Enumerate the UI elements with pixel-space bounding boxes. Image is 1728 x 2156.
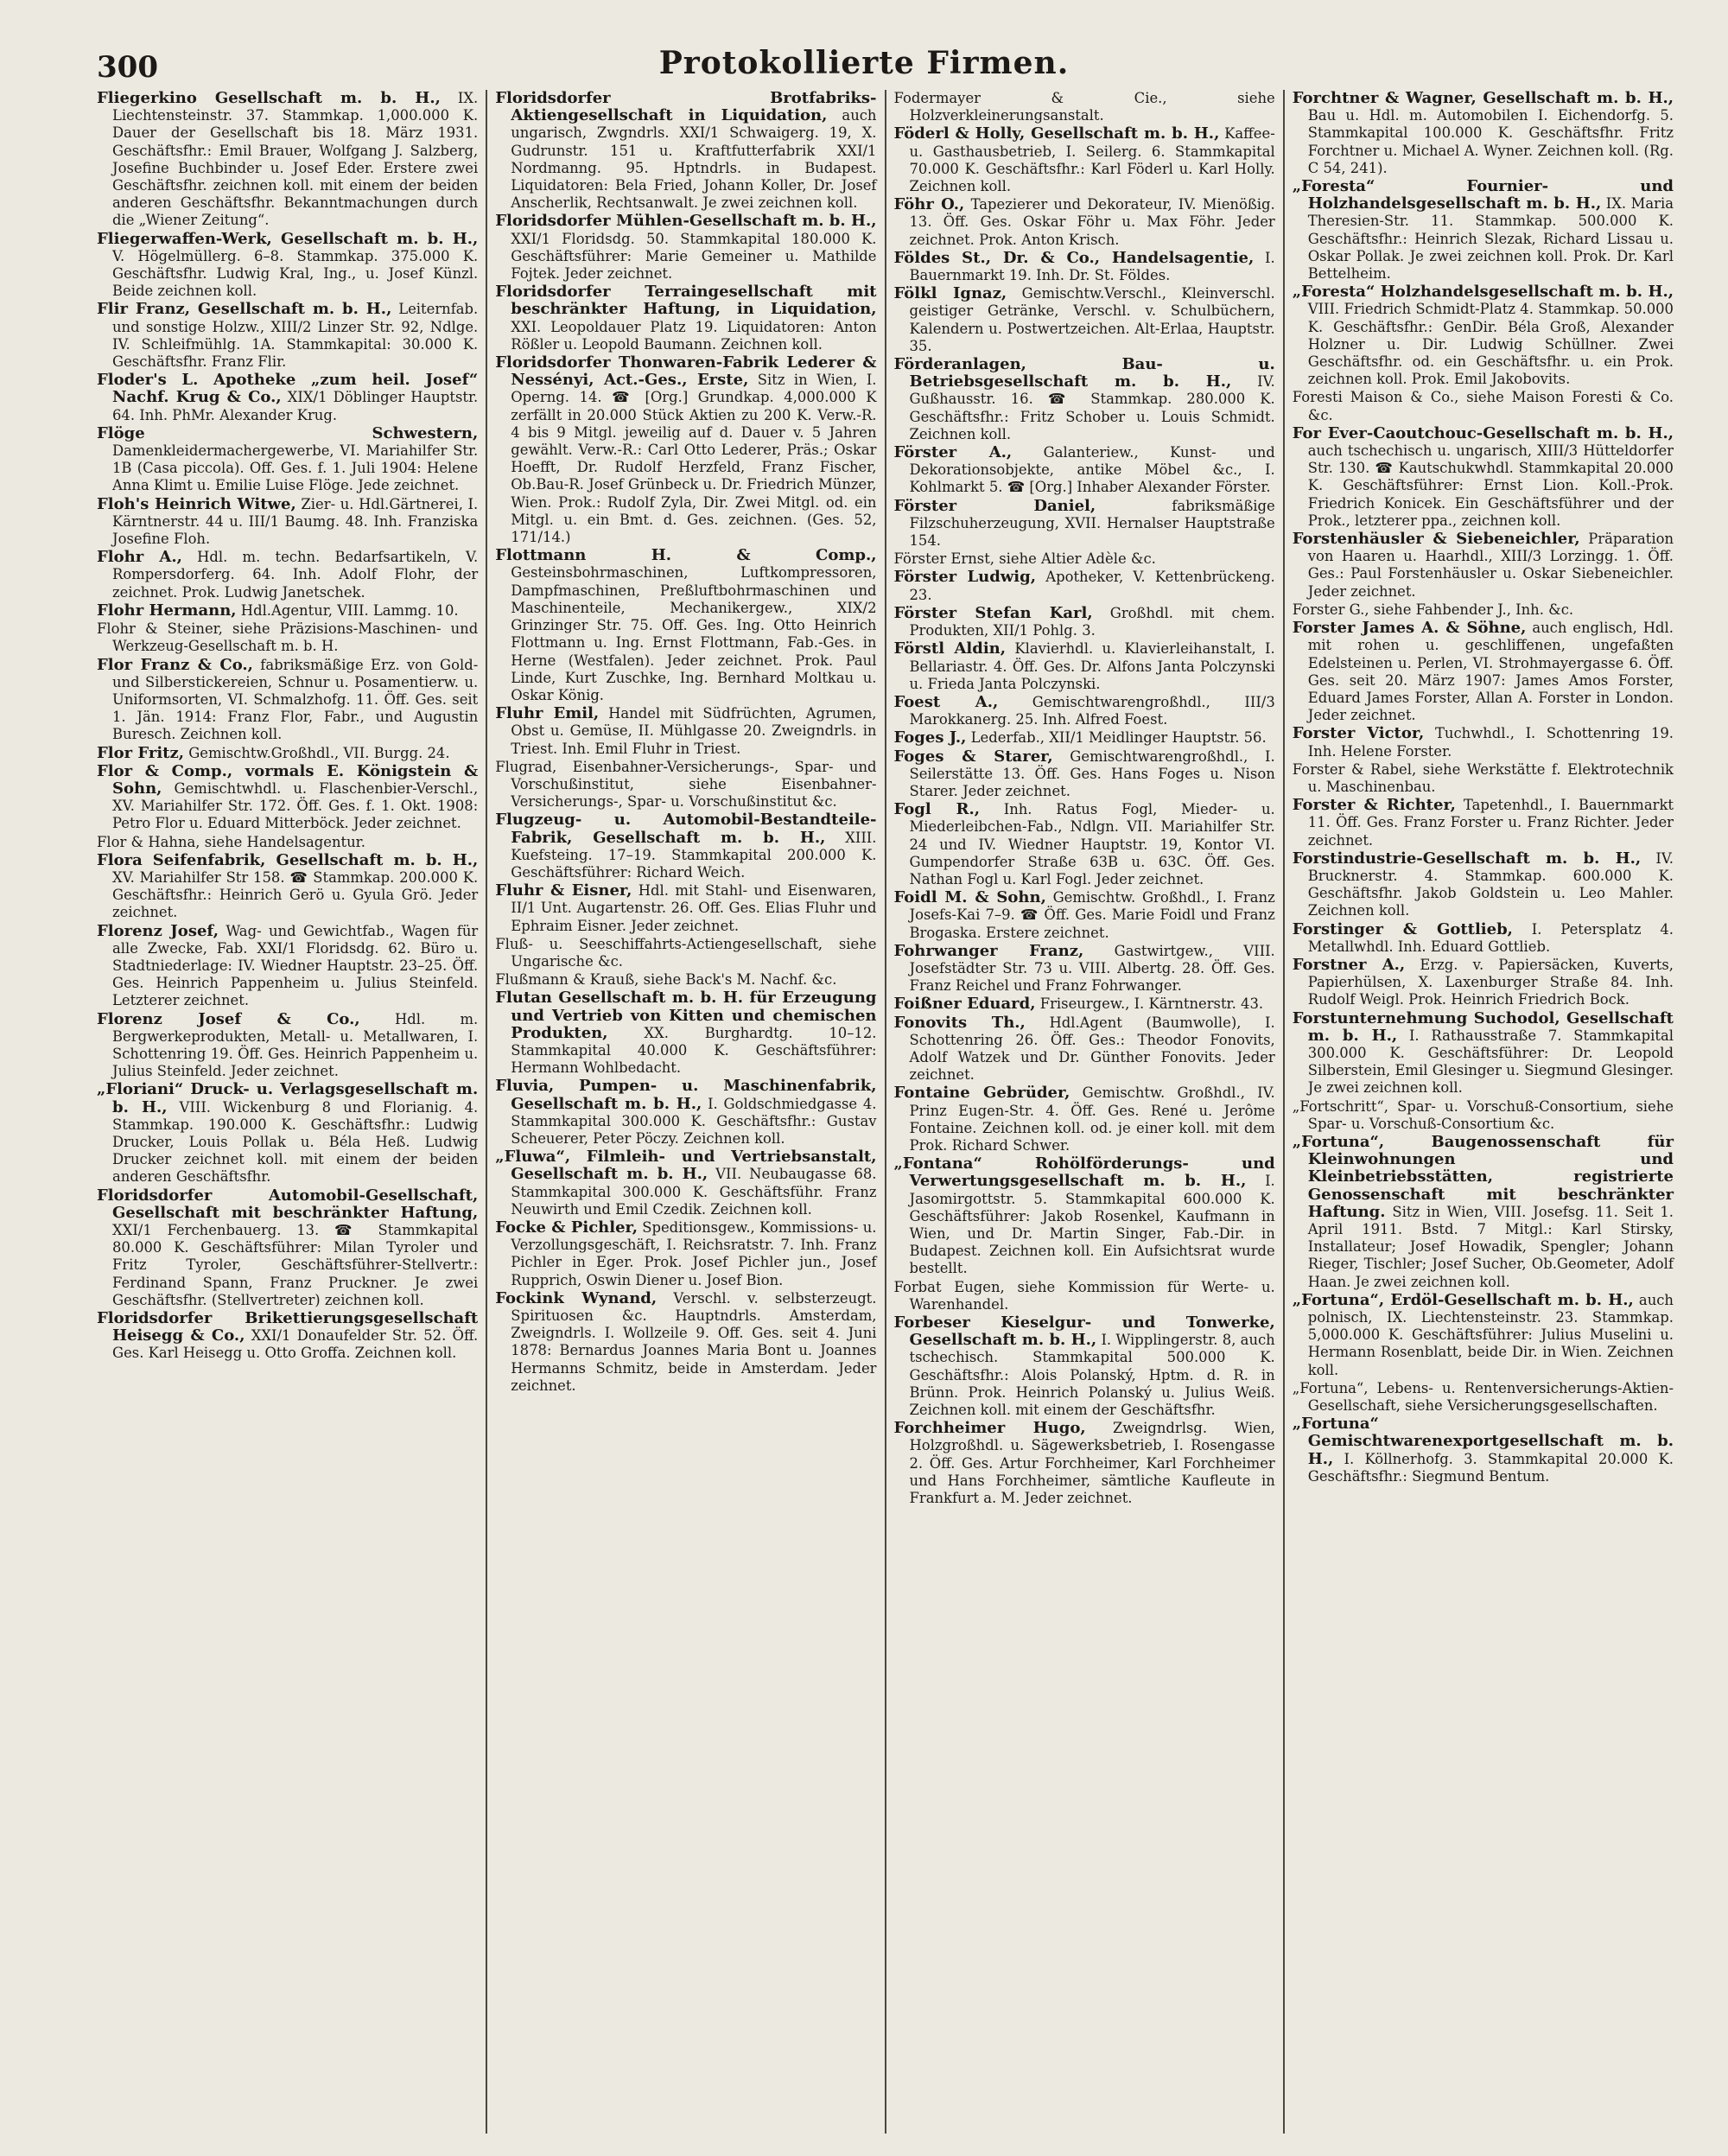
firm-details: Gemischtw. Großhdl., I. Franz Josefs-Kai 7–9. ☎ Öff. Ges. Marie Foidl und Franz Brogaska. Erstere zeichnet. — [909, 889, 1275, 941]
firm-details: Gemischtw. Großhdl., IV. Prinz Eugen-Str. 4. Öff. Ges. René u. Jerôme Fontaine. Zeichnen koll. od. je einer koll. mit dem Prok. Richard Schwer. — [909, 1084, 1275, 1154]
firm-details: Zier- u. Hdl.Gärtnerei, I. Kärntnerstr. 44 u. III/1 Baumg. 48. Inh. Franziska Josefine Floh. — [112, 495, 479, 548]
firm-details: VII. Neubaugasse 68. Stammkapital 300.000 K. Geschäftsführ. Franz Neuwirth und Emil Czedik. Zeichnen koll. — [511, 1166, 877, 1218]
directory-entry — [894, 1084, 1275, 1154]
firm-name: Fogl R., — [893, 800, 980, 819]
firm-name: Foißner Eduard, — [893, 995, 1036, 1014]
firm-name: „Floriani“ Druck- u. Verlagsgesellschaft m. b. H., — [97, 1080, 479, 1116]
directory-entry — [495, 882, 876, 935]
directory-entry — [97, 657, 478, 744]
firm-details: siehe Präzisions-Maschinen- und Werkzeug-Gesellschaft m. b. H. — [112, 620, 479, 655]
firm-name: Floridsdorfer Brikettierungsgesellschaft Heisegg & Co., — [97, 1309, 479, 1345]
directory-entry — [1293, 389, 1674, 423]
directory-entry — [495, 1290, 876, 1395]
firm-name: Floh's Heinrich Witwe, — [97, 494, 296, 513]
firm-details: Damenkleidermachergewerbe, VI. Mariahilfer Str. 1B (Casa piccola). Off. Ges. f. 1. Juli 1904: Helene Anna Klimt u. Emilie Luise Flöge. Jede zeichnet. — [112, 442, 479, 494]
firm-details: Tapetenhdl., I. Bauernmarkt 11. Öff. Ges. Franz Forster u. Franz Richter. Jeder zeichnet. — [1307, 797, 1674, 849]
firm-details: Kaffee- u. Gasthausbetrieb, I. Seilerg. 6. Stammkapital 70.000 K. Geschäftsfhr.: Karl Föderl u. Karl Holly. Zeichnen koll. — [909, 125, 1275, 195]
firm-details: Gemischtw.Großhdl., VII. Burgg. 24. — [188, 744, 450, 761]
firm-name: Forstinger & Gottlieb, — [1292, 919, 1513, 938]
firm-name: Förster Ernst, — [893, 550, 994, 568]
firm-name: Forstindustrie-Gesellschaft m. b. H., — [1292, 849, 1642, 868]
directory-entry — [97, 231, 478, 301]
firm-name: „Foresta“ Fournier- und Holzhandelsgesellschaft m. b. H., — [1292, 177, 1674, 213]
directory-entry — [894, 640, 1275, 693]
firm-name: Flor & Hahna, — [97, 833, 200, 850]
firm-details: Gemischtw.Verschl., Kleinverschl. geistiger Getränke, Verschl. v. Schulbüchern, Kalendern u. Postwertzeichen. Alt-Erlaa, Hauptstr. 35. — [909, 285, 1275, 354]
firm-details: siehe Maison Foresti & Co. &c. — [1307, 389, 1674, 423]
firm-name: Flor Franz & Co., — [97, 655, 253, 674]
firm-details: Klavierhdl. u. Klavierleihanstalt, I. Bellariastr. 4. Öff. Ges. Dr. Alfons Janta Polczynski u. Frieda Janta Polczynski. — [909, 640, 1275, 692]
directory-entry — [495, 283, 876, 353]
directory-entry — [894, 550, 1275, 568]
firm-details: Tuchwhdl., I. Schottenring 19. Inh. Helene Forster. — [1307, 725, 1674, 760]
firm-name: Foges & Starer, — [893, 747, 1053, 766]
firm-name: Földes St., Dr. & Co., Handelsagentie, — [893, 248, 1255, 267]
firm-details: Spar- u. Vorschuß-Consortium, siehe Spar- u. Vorschuß-Consortium &c. — [1307, 1097, 1674, 1132]
firm-name: Fonovits Th., — [893, 1013, 1026, 1032]
firm-details: Präparation von Haaren u. Haarhdl., XIII/3 Lorzingg. 1. Öff. Ges.: Paul Forstenhäusler u. Oskar Siebeneichler. Jeder zeichnet. — [1307, 531, 1674, 600]
directory-entry — [97, 923, 478, 1010]
firm-details: Erzg. v. Papiersäcken, Kuverts, Papierhülsen, X. Laxenburger Straße 84. Inh. Rudolf Weigl. Prok. Heinrich Friedrich Bock. — [1307, 956, 1674, 1008]
directory-entry — [1293, 283, 1674, 388]
firm-details: siehe Ungarische &c. — [511, 935, 877, 970]
directory-entry — [97, 549, 478, 601]
firm-details: Sitz in Wien, I. Operng. 14. ☎ [Org.] Grundkap. 4,000.000 K zerfällt in 20.000 Stück Aktien zu 200 K. Verw.-R. 4 bis 9 Mitgl. jeweilig auf d. Dauer v. 5 Jahren gewählt. Verw.-R.: Carl Otto Lederer, Präs.; Oskar Hoefft, Dr. Rudolf Herzfeld, Franz Fischer, Ob.Bau-R. Josef Grünbeck u. Dr. Friedrich Münzer, Wien. Prok.: Rudolf Zyla, Dir. Zwei Mitgl. od. ein Mitgl. u. ein Bmt. d. Ges. zeichnen. (Ges. 52, 171/14.) — [511, 372, 877, 546]
firm-name: Fodermayer & Cie., — [893, 90, 1167, 106]
firm-name: Foges J., — [893, 728, 967, 747]
firm-details: siehe Back's M. Nachf. &c. — [643, 971, 837, 989]
firm-name: Förstl Aldin, — [893, 639, 1007, 658]
directory-entry — [894, 444, 1275, 497]
firm-details: Leiternfab. und sonstige Holzw., XIII/2 Linzer Str. 92, Ndlge. IV. Schleifmühlg. 1A. Stammkapital: 30.000 K. Geschäftsfhr. Franz Flir. — [112, 301, 479, 371]
directory-entry — [894, 748, 1275, 801]
directory-entry — [97, 602, 478, 620]
firm-name: Flora Seifenfabrik, Gesellschaft m. b. H., — [97, 850, 479, 869]
directory-entry — [495, 1148, 876, 1218]
firm-details: XXI/1 Floridsdg. 50. Stammkapital 180.000 K. Geschäftsführer: Marie Gemeiner u. Mathilde Fojtek. Jeder zeichnet. — [511, 230, 877, 283]
firm-name: Flugzeug- u. Automobil-Bestandteile-Fabrik, Gesellschaft m. b. H., — [495, 811, 877, 847]
firm-name: Forbeser Kieselgur- und Tonwerke, Gesellschaft m. b. H., — [893, 1313, 1275, 1350]
firm-details: Friseurgew., I. Kärntnerstr. 43. — [1039, 995, 1264, 1013]
directory-entry — [894, 995, 1275, 1013]
directory-entry — [1293, 725, 1674, 760]
directory-entry — [894, 605, 1275, 639]
firm-details: VIII. Friedrich Schmidt-Platz 4. Stammkap. 50.000 K. Geschäftsfhr.: GenDir. Béla Groß, Alexander Holzner u. Dir. Ludwig Schüllner. Zwei Geschäftsfhr. od. ein Geschäftsfhr. u. ein Prok. zeichnen koll. Prok. Emil Jakobovits. — [1307, 301, 1674, 388]
column-3 — [885, 90, 1283, 2134]
firm-name: Flutan Gesellschaft m. b. H. für Erzeugung und Vertrieb von Kitten und chemischen Produkten, — [495, 989, 877, 1042]
directory-entry — [894, 729, 1275, 747]
directory-entry — [1293, 921, 1674, 956]
firm-name: Förster Stefan Karl, — [893, 603, 1093, 622]
firm-name: Forchtner & Wagner, Gesellschaft m. b. H., — [1292, 90, 1674, 107]
firm-details: Galanteriew., Kunst- und Dekorationsobjekte, antike Möbel &c., I. Kohlmarkt 5. ☎ [Org.] Inhaber Alexander Förster. — [909, 444, 1275, 496]
directory-entry — [97, 1187, 478, 1309]
firm-details: IV. Brucknerstr. 4. Stammkap. 600.000 K. Geschäftsfhr. Jakob Goldstein u. Leo Mahler. Zeichnen koll. — [1307, 849, 1674, 919]
firm-name: Fliegerwaffen-Werk, Gesellschaft m. b. H., — [97, 229, 479, 248]
directory-entry — [1293, 425, 1674, 530]
directory-entry — [1293, 90, 1674, 177]
directory-entry — [495, 705, 876, 758]
firm-details: Apotheker, V. Kettenbrückeng. 23. — [909, 569, 1275, 603]
firm-name: Forstenhäusler & Siebeneichler, — [1292, 530, 1580, 549]
directory-entry — [1293, 601, 1674, 619]
directory-entry — [1293, 850, 1674, 920]
firm-details: Eisenbahner-Versicherungs-, Spar- und Vorschußinstitut, siehe Eisenbahner-Versicherungs-, Spar- u. Vorschußinstitut &c. — [511, 758, 877, 811]
firm-details: siehe Handelsagentur. — [204, 833, 365, 850]
directory-entry — [495, 90, 876, 212]
firm-details: I. Jasomirgottstr. 5. Stammkapital 600.000 K. Geschäftsführer: Jakob Rosenkel, Kaufmann in Wien, und Dr. Martin Singer, Fab.-Dir. in Budapest. Zeichnen koll. Ein Aufsichtsrat wurde bestellt. — [909, 1173, 1275, 1277]
firm-details: I. Wipplingerstr. 8, auch tschechisch. Stammkapital 500.000 K. Geschäftsfhr.: Alois Polanský, Hptm. d. R. in Brünn. Prok. Heinrich Polanský u. Julius Weiß. Zeichnen koll. mit einem der Geschäftsfhr. — [909, 1332, 1275, 1419]
directory-entry — [97, 834, 478, 851]
directory-entry — [894, 1155, 1275, 1277]
directory-entry — [97, 745, 478, 762]
firm-name: Forbat Eugen, — [893, 1278, 1005, 1295]
firm-name: Fluhr & Eisner, — [495, 881, 632, 900]
directory-entry — [1293, 1010, 1674, 1097]
running-head: Protokollierte Firmen. — [658, 45, 1070, 81]
directory-entry — [894, 498, 1275, 550]
firm-name: „Fortuna“, Erdöl-Gesellschaft m. b. H., — [1292, 1290, 1634, 1309]
firm-name: Floder's L. Apotheke „zum heil. Josef“ Nachf. Krug & Co., — [97, 371, 479, 407]
firm-details: fabriksmäßige Filzschuherzeugung, XVII. Hernalser Hauptstraße 154. — [909, 497, 1275, 550]
firm-name: Foidl M. & Sohn, — [893, 888, 1046, 907]
directory-entry — [1293, 1292, 1674, 1379]
firm-name: „Foresta“ Holzhandelsgesellschaft m. b. H., — [1292, 283, 1674, 302]
firm-name: Floridsdorfer Mühlen-Gesellschaft m. b. H., — [495, 212, 877, 231]
directory-entry — [97, 496, 478, 549]
firm-details: VIII. Wickenburg 8 und Florianig. 4. Stammkap. 190.000 K. Geschäftsfhr.: Ludwig Drucker, Louis Pollak u. Béla Heß. Ludwig Drucker zeichnet koll. mit einem der beiden anderen Geschäftsfhr. — [112, 1098, 479, 1186]
directory-entry — [1293, 1098, 1674, 1133]
firm-details: IX. Maria Theresien-Str. 11. Stammkap. 500.000 K. Geschäftsfhr.: Heinrich Slezak, Richard Lissau u. Oskar Pollak. Je zwei zeichnen koll. Prok. Dr. Karl Bettelheim. — [1307, 195, 1674, 283]
directory-entry — [97, 425, 478, 495]
firm-name: Förster A., — [893, 443, 1013, 462]
firm-details: XXI/1 Ferchenbauerg. 13. ☎ Stammkapital 80.000 K. Geschäftsführer: Milan Tyroler und Fritz Tyroler, Geschäftsführer-Stellvertr.: Ferdinand Spann, Franz Pruckner. Je zwei Geschäftsfhr. (Stellvertreter) zeichnen koll. — [112, 1222, 479, 1308]
directory-entry — [894, 250, 1275, 284]
firm-name: Forster Victor, — [1292, 724, 1425, 743]
firm-details: Hdl. m. techn. Bedarfsartikeln, V. Rompersdorferg. 64. Inh. Adolf Flohr, der zeichnet. Prok. Ludwig Janetschek. — [112, 549, 479, 601]
directory-entry — [97, 620, 478, 655]
directory-entry — [894, 356, 1275, 443]
firm-details: XIX/1 Döblinger Hauptstr. 64. Inh. PhMr. Alexander Krug. — [112, 389, 479, 423]
firm-name: Förster Daniel, — [893, 496, 1096, 515]
firm-details: Gastwirtgew., VIII. Josefstädter Str. 73 u. VIII. Albertg. 28. Öff. Ges. Franz Reichel und Franz Fohrwanger. — [909, 942, 1275, 995]
firm-details: siehe Werkstätte f. Elektrotechnik u. Maschinenbau. — [1307, 760, 1674, 795]
firm-name: Forstner A., — [1292, 955, 1406, 974]
firm-name: Fluvia, Pumpen- u. Maschinenfabrik, Gesellschaft m. b. H., — [495, 1077, 877, 1113]
directory-entry — [495, 547, 876, 704]
firm-details: XV. Mariahilfer Str 158. ☎ Stammkap. 200.000 K. Geschäftsfhr.: Heinrich Gerö u. Gyula Grö. Jeder zeichnet. — [112, 868, 479, 921]
firm-details: I. Köllnerhofg. 3. Stammkapital 20.000 K. Geschäftsfhr.: Siegmund Bentum. — [1307, 1450, 1674, 1485]
firm-details: Gemischtwarengroßhdl., III/3 Marokkanerg. 25. Inh. Alfred Foest. — [909, 693, 1275, 728]
firm-details: siehe Kommission für Werte- u. Warenhandel. — [909, 1278, 1275, 1313]
firm-name: Fliegerkino Gesellschaft m. b. H., — [97, 90, 441, 107]
directory-entry — [495, 1219, 876, 1289]
firm-details: XX. Burghardtg. 10–12. Stammkapital 40.000 K. Geschäftsführer: Hermann Wohlbedacht. — [511, 1024, 877, 1077]
firm-details: siehe Holzverkleinerungsanstalt. — [909, 90, 1275, 124]
directory-entry — [97, 1310, 478, 1363]
directory-entry — [1293, 797, 1674, 849]
firm-name: Forster & Richter, — [1292, 796, 1456, 815]
directory-entry — [894, 1014, 1275, 1084]
firm-details: Sitz in Wien, VIII. Josefsg. 11. Seit 1. April 1911. Bstd. 7 Mitgl.: Karl Stirsky, Installateur; Josef Howadik, Spengler; Johann Rieger, Tischler; Josef Sucher, Ob.Geometer, Adolf Haan. Je zwei zeichnen koll. — [1307, 1203, 1674, 1290]
firm-details: XXI. Leopoldauer Platz 19. Liquidatoren: Anton Rößler u. Leopold Baumann. Zeichnen koll. — [511, 318, 877, 353]
firm-name: „Fortuna“ Gemischtwarenexportgesellschaft m. b. H., — [1292, 1415, 1674, 1468]
firm-name: Fluhr Emil, — [495, 704, 600, 723]
directory-entry — [1293, 1134, 1674, 1291]
directory-entry — [97, 301, 478, 371]
firm-name: Föhr O., — [893, 195, 965, 214]
firm-name: „Fortschritt“, — [1292, 1097, 1388, 1115]
firm-details: XIII. Kuefsteing. 17–19. Stammkapital 200.000 K. Geschäftsführer: Richard Weich. — [511, 829, 877, 881]
column-2 — [486, 90, 884, 2134]
firm-name: Floridsdorfer Thonwaren-Fabrik Lederer & Nessényi, Act.-Ges., Erste, — [495, 353, 877, 390]
firm-details: auch polnisch, IX. Liechtensteinstr. 23. Stammkap. 5,000.000 K. Geschäftsführer: Julius Muselini u. Hermann Rosenblatt, beide Dir. in Wien. Zeichnen koll. — [1307, 1291, 1674, 1378]
directory-entry — [894, 1279, 1275, 1313]
firm-name: Florenz Josef, — [97, 921, 219, 940]
firm-details: IX. Liechtensteinstr. 37. Stammkap. 1,000.000 K. Dauer der Gesellschaft bis 18. März 1931. Geschäftsfhr.: Emil Brauer, Wolfgang J. Salzberg, Josefine Buchbinder u. Josef Eder. Erstere zwei Geschäftsfhr. zeichnen koll. mit einem der beiden anderen Geschäftsfhr. Bekanntmachungen durch die „Wiener Zeitung“. — [112, 90, 479, 229]
firm-name: Forster G., — [1292, 601, 1369, 618]
firm-name: Flohr A., — [97, 548, 182, 567]
directory-entry — [495, 989, 876, 1077]
firm-name: „Fontana“ Rohölförderungs- und Verwertungsgesellschaft m. b. H., — [893, 1154, 1275, 1191]
directory-entry — [495, 811, 876, 881]
directory-entry — [97, 1011, 478, 1081]
directory-entry — [495, 759, 876, 811]
firm-name: Flir Franz, Gesellschaft m. b. H., — [97, 300, 392, 319]
directory-entry — [894, 694, 1275, 728]
firm-name: Flußmann & Krauß, — [495, 971, 639, 989]
firm-details: siehe Fahbender J., Inh. &c. — [1373, 601, 1574, 618]
firm-details: XXI/1 Donaufelder Str. 52. Öff. Ges. Karl Heisegg u. Otto Groffa. Zeichnen koll. — [112, 1327, 479, 1362]
directory-entry — [894, 90, 1275, 124]
directory-entry — [1293, 531, 1674, 601]
firm-details: fabriksmäßige Erz. von Gold- und Silberstickereien, Schnur u. Posamentierw. u. Uniformsorten, VI. Schmalzhofg. 11. Öff. Ges. seit 1. Jän. 1914: Franz Flor, Fabr., und Augustin Buresch. Zeichnen koll. — [112, 656, 479, 743]
directory-entry — [894, 889, 1275, 942]
firm-details: I. Goldschmiedgasse 4. Stammkapital 300.000 K. Geschäftsfhr.: Gustav Scheuerer, Peter Pöczy. Zeichnen koll. — [511, 1095, 877, 1147]
firm-details: Tapezierer und Dekorateur, IV. Mienößig. 13. Öff. Ges. Oskar Föhr u. Max Föhr. Jeder zeichnet. Prok. Anton Krisch. — [909, 196, 1275, 248]
firm-name: Flugrad, — [495, 758, 557, 775]
firm-name: Fockink Wynand, — [495, 1288, 658, 1307]
directory-entry — [1293, 178, 1674, 283]
firm-details: Großhdl. mit chem. Produkten, XII/1 Pohlg. 3. — [909, 604, 1275, 639]
directory-entry — [894, 943, 1275, 995]
firm-details: auch englisch, Hdl. mit rohen u. geschliffenen, ungefaßten Edelsteinen u. Perlen, VI. Strohmayergasse 6. Öff. Ges. seit 20. März 1907: James Amos Forster, Eduard James Forster, Allan A. Forster in London. Jeder zeichnet. — [1307, 620, 1674, 724]
directory-entry — [1293, 1380, 1674, 1415]
firm-details: Bau u. Hdl. m. Automobilen I. Eichendorfg. 5. Stammkapital 100.000 K. Geschäftsfhr. Fritz Forchtner u. Michael A. Wyner. Zeichnen koll. (Rg. C 54, 241). — [1307, 107, 1674, 176]
firm-details: Gemischtwarengroßhdl., I. Seilerstätte 13. Öff. Ges. Hans Foges u. Nison Starer. Jeder zeichnet. — [909, 747, 1275, 799]
firm-details: I. Bauernmarkt 19. Inh. Dr. St. Földes. — [909, 249, 1275, 284]
firm-details: I. Rathausstraße 7. Stammkapital 300.000 K. Geschäftsführer: Dr. Leopold Silberstein, Emil Glesinger u. Siegmund Glesinger. Je zwei zeichnen koll. — [1307, 1027, 1674, 1097]
directory-entry — [1293, 761, 1674, 796]
page-number: 300 — [97, 50, 158, 85]
directory-entry — [97, 372, 478, 424]
directory-entry — [495, 1078, 876, 1148]
directory-entry — [495, 971, 876, 989]
column-4 — [1283, 90, 1681, 2134]
firm-details: V. Högelmüllerg. 6–8. Stammkap. 375.000 K. Geschäftsfhr. Ludwig Kral, Ing., u. Josef Künzl. Beide zeichnen koll. — [112, 247, 479, 300]
directory-entry — [894, 285, 1275, 355]
firm-name: For Ever-Caoutchouc-Gesellschaft m. b. H., — [1292, 423, 1674, 442]
directory-entry — [495, 936, 876, 970]
firm-name: „Fortuna“, Lebens- u. Rentenversicherungs-Aktien-Gesellschaft, — [1292, 1379, 1674, 1415]
firm-details: Verschl. v. selbsterzeugt. Spirituosen &c. Hauptndrls. Amsterdam, Zweigndrls. I. Wollzeile 9. Off. Ges. seit 4. Juni 1878: Bernardus Joannes Maria Bont u. Joannes Hermanns Schmitz, beide in Amsterdam. Jeder zeichnet. — [511, 1289, 877, 1394]
firm-name: Forchheimer Hugo, — [893, 1419, 1086, 1438]
firm-name: Flottmann H. & Comp., — [495, 546, 877, 565]
columns — [97, 90, 1681, 2134]
firm-details: Wag- und Gewichtfab., Wagen für alle Zwecke, Fab. XXI/1 Floridsdg. 62. Büro u. Stadtniederlage: IV. Wiedner Hauptstr. 23–25. Öff. Ges. Heinrich Pappenheim u. Julius Steinfeld. Letzterer zeichnet. — [112, 922, 479, 1009]
firm-name: Fohrwanger Franz, — [893, 941, 1084, 960]
firm-name: Fluß- u. Seeschiffahrts-Actiengesellschaft, — [495, 935, 823, 952]
directory-entry — [97, 763, 478, 833]
firm-name: Floridsdorfer Terraingesellschaft mit beschränkter Haftung, in Liquidation, — [495, 283, 877, 319]
firm-details: Hdl. m. Bergwerkeprodukten, Metall- u. Metallwaren, I. Schottenring 19. Öff. Ges. Heinrich Pappenheim u. Julius Steinfeld. Jeder zeichnet. — [112, 1010, 479, 1080]
directory-entry — [97, 1081, 478, 1186]
firm-name: Foest A., — [893, 692, 999, 711]
directory-entry — [495, 354, 876, 546]
firm-name: Foresti Maison & Co., — [1292, 389, 1459, 406]
firm-details: Lederfab., XII/1 Meidlinger Hauptstr. 56. — [970, 729, 1267, 747]
firm-details: siehe Altier Adèle &c. — [999, 550, 1156, 568]
firm-name: „Fluwa“, Filmleih- und Vertriebsanstalt, Gesellschaft m. b. H., — [495, 1148, 877, 1184]
directory-entry — [1293, 1415, 1674, 1485]
directory-entry — [1293, 957, 1674, 1009]
firm-name: Focke & Pichler, — [495, 1218, 638, 1237]
firm-name: Forster & Rabel, — [1292, 760, 1417, 778]
directory-entry — [495, 213, 876, 283]
firm-name: „Fortuna“, Baugenossenschaft für Kleinwohnungen und Kleinbetriebsstätten, registrierte Genossenschaft mit beschränkter Haftung. — [1292, 1132, 1674, 1221]
firm-name: Floridsdorfer Automobil-Gesellschaft, Gesellschaft mit beschränkter Haftung, — [97, 1186, 479, 1222]
firm-name: Flohr & Steiner, — [97, 620, 223, 638]
firm-details: IV. Gußhausstr. 16. ☎ Stammkap. 280.000 K. Geschäftsfhr.: Fritz Schober u. Louis Schmidt. Zeichnen koll. — [909, 373, 1275, 442]
column-1 — [97, 90, 486, 2134]
firm-name: Florenz Josef & Co., — [97, 1009, 360, 1028]
firm-details: Hdl.Agent (Baumwolle), I. Schottenring 26. Öff. Ges.: Theodor Fonovits, Adolf Watzek und Dr. Günther Fonovits. Jeder zeichnet. — [909, 1014, 1275, 1084]
firm-details: Zweigndrlsg. Wien, Holzgroßhdl. u. Sägewerksbetrieb, I. Rosengasse 2. Öff. Ges. Artur Forchheimer, Karl Forchheimer und Hans Forchheimer, sämtliche Kaufleute in Frankfurt a. M. Jeder zeichnet. — [909, 1420, 1275, 1507]
firm-name: Förderanlagen, Bau- u. Betriebsgesellschaft m. b. H., — [893, 355, 1275, 391]
firm-details: Gemischtwhdl. u. Flaschenbier-Verschl., XV. Mariahilfer Str. 172. Öff. Ges. f. 1. Okt. 1908: Petro Flor u. Eduard Mitterböck. Jeder zeichnet. — [112, 779, 479, 832]
directory-entry — [894, 1420, 1275, 1507]
directory-entry — [894, 569, 1275, 603]
firm-name: Fontaine Gebrüder, — [893, 1084, 1070, 1103]
firm-details: Hdl.Agentur, VIII. Lammg. 10. — [240, 601, 459, 619]
firm-details: Gesteinsbohrmaschinen, Luftkompressoren, Dampfmaschinen, Preßluftbohrmaschinen und Maschinenteile, Mechanikergew., XIX/2 Grinzinger Str. 75. Off. Ges. Ing. Otto Heinrich Flottmann u. Ing. Ernst Flottmann, Fab.-Ges. in Herne (Westfalen). Jeder zeichnet. Prok. Paul Linde, Kurt Zuschke, Ing. Bernhard Moltkau u. Oskar König. — [511, 564, 877, 703]
firm-details: auch ungarisch, Zwgndrls. XXI/1 Schwaigerg. 19, X. Gudrunstr. 151 u. Kraftfutterfabrik XXI/1 Nordmanng. 95. Hptndrls. in Budapest. Liquidatoren: Bela Fried, Johann Koller, Dr. Josef Anscherlik, Rechtsanwalt. Je zwei zeichnen koll. — [511, 107, 877, 212]
directory-entry — [1293, 620, 1674, 724]
firm-name: Forstunternehmung Suchodol, Gesellschaft m. b. H., — [1292, 1008, 1674, 1045]
firm-details: Handel mit Südfrüchten, Agrumen, Obst u. Gemüse, II. Mühlgasse 20. Zweigndrls. in Triest. Inh. Emil Fluhr in Triest. — [511, 705, 877, 757]
firm-name: Fölkl Ignaz, — [893, 284, 1007, 303]
directory-entry — [894, 1314, 1275, 1419]
directory-entry — [97, 852, 478, 922]
firm-details: Hdl. mit Stahl- und Eisenwaren, II/1 Unt. Augartenstr. 26. Off. Ges. Elias Fluhr und Ephraim Eisner. Jeder zeichnet. — [511, 882, 877, 934]
firm-name: Flöge Schwestern, — [97, 423, 479, 442]
firm-name: Föderl & Holly, Gesellschaft m. b. H., — [893, 124, 1220, 143]
directory-entry — [894, 196, 1275, 249]
directory-entry — [894, 801, 1275, 888]
firm-name: Förster Ludwig, — [893, 568, 1036, 587]
firm-details: siehe Versicherungsgesellschaften. — [1405, 1397, 1658, 1415]
firm-name: Forster James A. & Söhne, — [1292, 619, 1527, 638]
directory-entry — [894, 125, 1275, 195]
firm-details: I. Petersplatz 4. Metallwhdl. Inh. Eduard Gottlieb. — [1307, 920, 1674, 955]
firm-details: Inh. Ratus Fogl, Mieder- u. Miederleibchen-Fab., Ndlgn. VII. Mariahilfer Str. 24 und IV. Wiedner Hauptstr. 19, Kontor VI. Gumpendorfer Straße 63B u. 63C. Öff. Ges. Nathan Fogl u. Karl Fogl. Jeder zeichnet. — [909, 801, 1275, 887]
firm-name: Floridsdorfer Brotfabriks-Aktiengesellschaft in Liquidation, — [495, 90, 877, 125]
firm-name: Flor & Comp., vormals E. Königstein & Sohn, — [97, 761, 479, 798]
firm-details: Speditionsgew., Kommissions- u. Verzollungsgeschäft, I. Reichsratstr. 7. Inh. Franz Pichler in Eger. Prok. Josef Pichler jun., Josef Rupprich, Oswin Diener u. Josef Bion. — [511, 1219, 877, 1288]
firm-name: Flor Fritz, — [97, 743, 184, 762]
firm-details: auch tschechisch u. ungarisch, XIII/3 Hütteldorfer Str. 130. ☎ Kautschukwhdl. Stammkapital 20.000 K. Geschäftsführer: Ernst Lion. Koll.-Prok. Friedrich Konicek. Ein Geschäftsführer und der Prok., letzterer ppa., zeichnen koll. — [1307, 442, 1674, 529]
directory-entry — [97, 90, 478, 230]
firm-name: Flohr Hermann, — [97, 601, 237, 620]
